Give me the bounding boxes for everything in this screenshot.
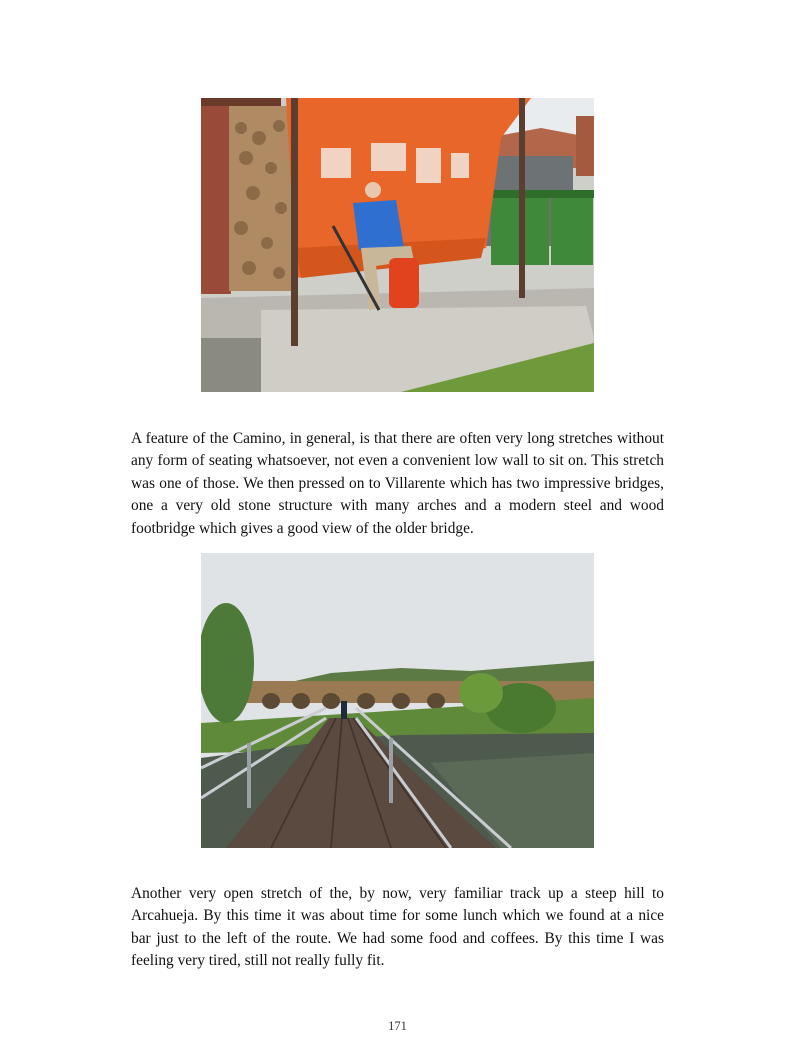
photo-footbridge [201, 553, 594, 848]
paragraph-seating: A feature of the Camino, in general, is that there are often very long stretches without any form of seating whatsoever, not even a convenient low wall to sit on. This stretch was one of those. We then pressed on to Villarente which has two impressive bridges, one a very old stone structure with many arches and a modern steel and wood footbridge which gives a good view of the older bridge. [131, 430, 664, 537]
footbridge-illustration [201, 553, 594, 848]
page-number: 171 [388, 1019, 407, 1033]
bus-shelter-illustration [201, 98, 594, 392]
photo-bus-shelter [201, 98, 594, 392]
paragraph-arcahueja: Another very open stretch of the, by now, very familiar track up a steep hill to Arcahueja. By this time it was about time for some lunch which we found at a nice bar just to the left of the route. We had some food and coffees. By this time I was feeling very tired, still not really fully fit. [131, 885, 664, 970]
